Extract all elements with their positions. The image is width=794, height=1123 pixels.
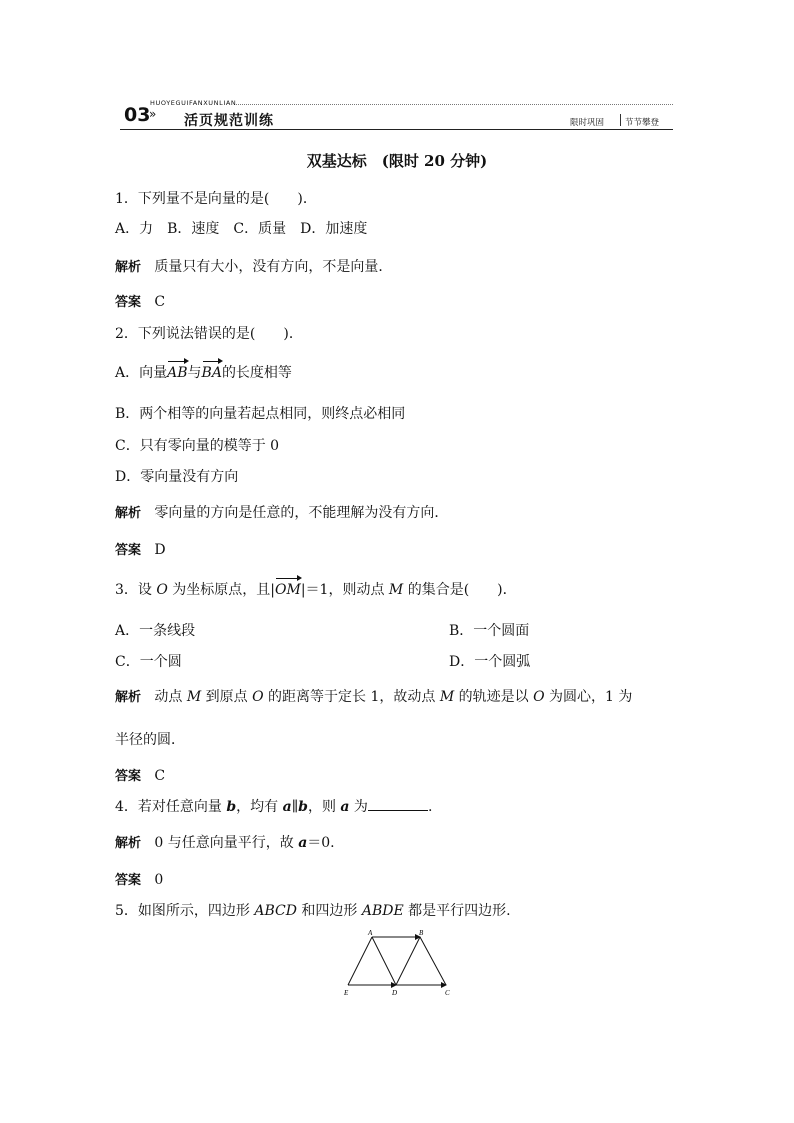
analysis-label: 解析 bbox=[115, 690, 142, 705]
header-arrow: » bbox=[149, 107, 157, 121]
var-o: O bbox=[156, 582, 168, 598]
var-b: b bbox=[226, 799, 237, 815]
q2-answer bbox=[115, 539, 166, 558]
q5-stem-mid: 和四边形 bbox=[296, 903, 362, 919]
q3-analysis-p2: 到原点 bbox=[201, 689, 253, 705]
header-separator bbox=[620, 114, 621, 126]
q2-option-a-suffix: 的长度相等 bbox=[221, 365, 292, 381]
q1-analysis bbox=[115, 256, 392, 276]
label-b: B bbox=[419, 929, 424, 937]
q2-option-d: D．零向量没有方向 bbox=[115, 469, 239, 485]
parallelogram-figure bbox=[330, 925, 460, 1005]
q1-stem: 1．下列量不是向量的是( )． bbox=[115, 191, 317, 207]
q4-analysis bbox=[115, 832, 335, 852]
q2-analysis-text: 零向量的方向是任意的，不能理解为没有方向． bbox=[154, 505, 449, 521]
label-e: E bbox=[344, 989, 349, 997]
q5-stem bbox=[115, 900, 511, 920]
q3-option-d: D．一个圆弧 bbox=[449, 654, 531, 670]
label-c: C bbox=[445, 989, 450, 997]
answer-label: 答案 bbox=[115, 769, 142, 784]
var-abde: ABDE bbox=[361, 903, 404, 919]
header-tag-right: 节节攀登 bbox=[625, 118, 660, 128]
q3-option-c: C．一个圆 bbox=[115, 654, 182, 670]
q1-options: A．力 B．速度 C．质量 D．加速度 bbox=[115, 221, 368, 237]
segment-ad bbox=[372, 937, 396, 985]
var-a: a bbox=[298, 835, 308, 851]
q2-option-a bbox=[115, 362, 292, 382]
q4-stem-end: . bbox=[427, 799, 433, 815]
q4-answer-value: 0 bbox=[154, 872, 164, 888]
var-a: a bbox=[282, 799, 292, 815]
q3-analysis-p4: 的轨迹是以 bbox=[454, 689, 534, 705]
q2-option-a-prefix: A．向量 bbox=[115, 365, 168, 381]
vector-ba: BA bbox=[201, 365, 222, 381]
q2-analysis bbox=[115, 502, 448, 522]
analysis-label: 解析 bbox=[115, 836, 142, 851]
analysis-label: 解析 bbox=[115, 260, 142, 275]
q3-analysis bbox=[115, 686, 632, 706]
q2-answer-value: D bbox=[154, 542, 166, 558]
q3-stem bbox=[115, 579, 517, 599]
q4-analysis-p1: 0 与任意向量平行，故 bbox=[154, 835, 299, 851]
q4-stem-suffix: 为 bbox=[349, 799, 368, 815]
segment-bd bbox=[396, 937, 420, 985]
header-pinyin: HUOYEGUIFANXUNLIAN bbox=[150, 99, 237, 107]
analysis-label: 解析 bbox=[115, 506, 142, 521]
header-dotted-line bbox=[236, 104, 673, 105]
q3-option-a: A．一条线段 bbox=[115, 623, 196, 639]
q3-stem-suffix: 的集合是( )． bbox=[403, 582, 517, 598]
q3-analysis-p1: 动点 bbox=[154, 689, 187, 705]
var-o: O bbox=[252, 689, 264, 705]
q4-stem-mid2: ，则 bbox=[307, 799, 341, 815]
answer-blank bbox=[368, 798, 428, 811]
var-m: M bbox=[388, 582, 404, 598]
q3-stem-prefix: 3．设 bbox=[115, 582, 157, 598]
label-d: D bbox=[392, 989, 398, 997]
segment-ae bbox=[348, 937, 372, 985]
var-a: a bbox=[340, 799, 350, 815]
segment-bc bbox=[420, 937, 446, 985]
q1-answer bbox=[115, 291, 165, 310]
var-abcd: ABCD bbox=[254, 903, 297, 919]
q4-stem-mid1: ，均有 bbox=[236, 799, 283, 815]
vector-om: OM bbox=[275, 582, 301, 598]
q3-stem-mid2: |＝1，则动点 bbox=[300, 582, 389, 598]
var-m: M bbox=[186, 689, 202, 705]
q3-analysis-line2: 半径的圆． bbox=[115, 732, 185, 748]
label-a: A bbox=[368, 929, 373, 937]
q1-analysis-text: 质量只有大小，没有方向，不是向量． bbox=[154, 259, 393, 275]
header-title: 活页规范训练 bbox=[184, 113, 274, 129]
section-title: 双基达标 (限时 20 分钟) bbox=[306, 152, 488, 170]
q3-answer bbox=[115, 765, 165, 784]
q3-analysis-p3: 的距离等于定长 1，故动点 bbox=[263, 689, 440, 705]
q4-analysis-p2: ＝0. bbox=[307, 835, 335, 851]
q2-stem: 2．下列说法错误的是( )． bbox=[115, 326, 303, 342]
q2-option-c: C．只有零向量的模等于 0 bbox=[115, 438, 280, 454]
header-rule bbox=[120, 129, 673, 130]
q3-stem-mid1: 为坐标原点，且| bbox=[167, 582, 276, 598]
answer-label: 答案 bbox=[115, 295, 142, 310]
q4-stem bbox=[115, 796, 432, 816]
q4-stem-prefix: 4．若对任意向量 bbox=[115, 799, 227, 815]
answer-label: 答案 bbox=[115, 873, 142, 888]
var-m: M bbox=[439, 689, 455, 705]
q2-option-a-mid: 与 bbox=[187, 365, 202, 381]
vector-ab: AB bbox=[167, 365, 188, 381]
parallel-symbol: ∥ bbox=[291, 799, 299, 815]
q3-analysis-p5: 为圆心，1 为 bbox=[544, 689, 633, 705]
header-tag-left: 限时巩固 bbox=[570, 118, 605, 128]
q5-stem-suffix: 都是平行四边形. bbox=[403, 903, 511, 919]
q3-option-b: B．一个圆面 bbox=[449, 623, 530, 639]
q2-option-b: B．两个相等的向量若起点相同，则终点必相同 bbox=[115, 406, 406, 422]
q3-answer-value: C bbox=[154, 768, 166, 784]
header-section-number: 03 bbox=[124, 104, 151, 126]
q1-answer-value: C bbox=[154, 294, 166, 310]
q5-stem-prefix: 5．如图所示，四边形 bbox=[115, 903, 255, 919]
answer-label: 答案 bbox=[115, 543, 142, 558]
var-b: b bbox=[298, 799, 308, 815]
var-o: O bbox=[533, 689, 545, 705]
q4-answer bbox=[115, 869, 163, 888]
